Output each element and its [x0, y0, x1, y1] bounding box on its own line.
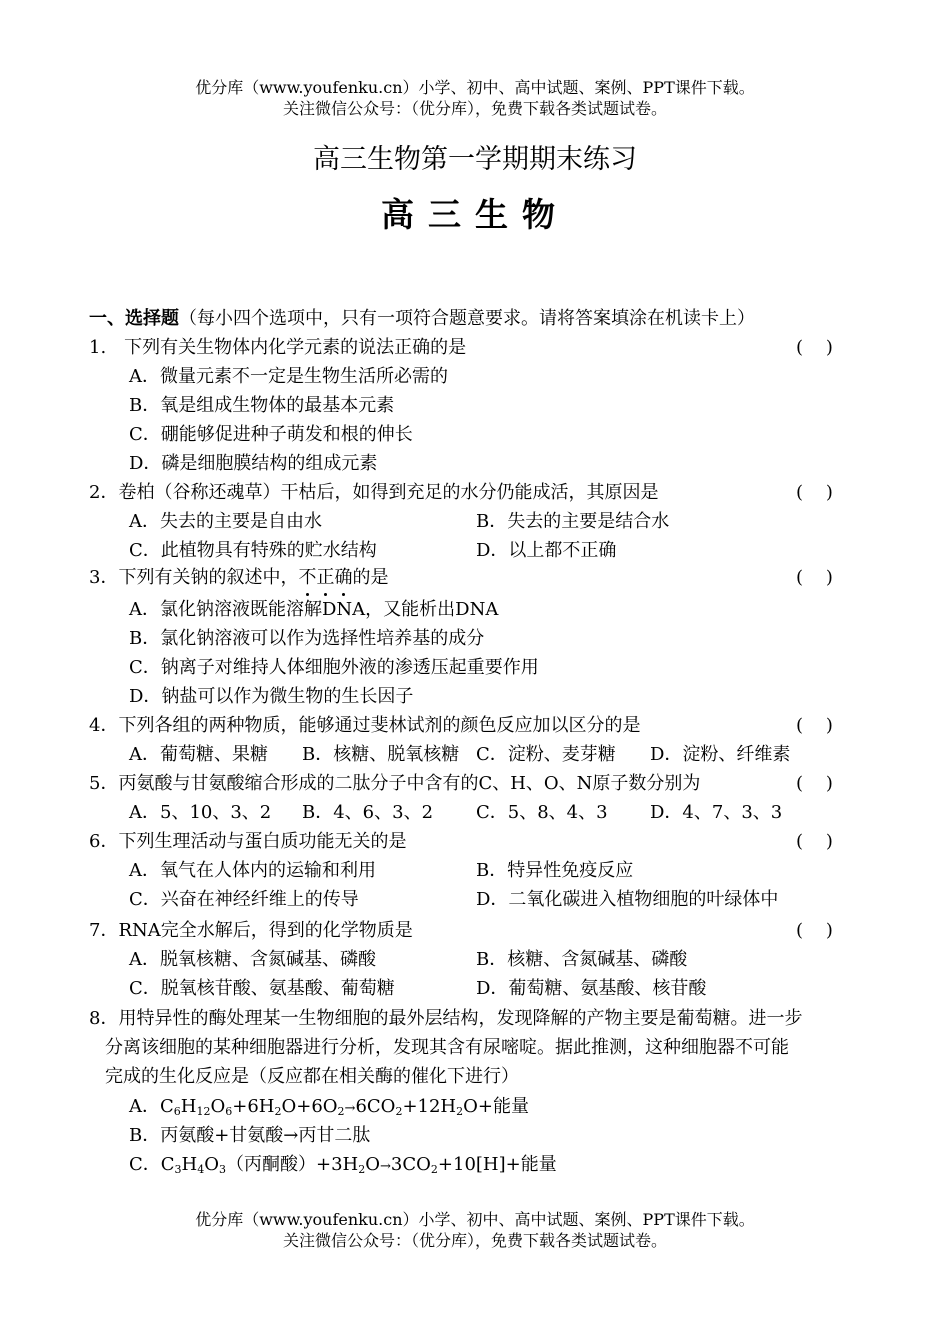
question-3-option-b: B．氯化钠溶液可以作为选择性培养基的成分	[129, 628, 485, 649]
question-8-stem-line-3: 完成的生化反应是（反应都在相关酶的催化下进行）	[105, 1066, 519, 1087]
question-3-option-a: A．氯化钠溶液既能溶解DNA，又能析出DNA	[129, 599, 499, 620]
question-4-stem: 4．下列各组的两种物质，能够通过斐林试剂的颜色反应加以区分的是	[89, 715, 641, 736]
question-6-option-d: D．二氧化碳进入植物细胞的叶绿体中	[476, 889, 779, 910]
question-6-option-b: B．特异性免疫反应	[476, 860, 634, 881]
question-7-answer-paren: ( )	[796, 920, 833, 941]
emphasis-char: 确	[334, 565, 352, 591]
question-5-option-c: C．5、8、4、3	[476, 802, 608, 823]
question-2-option-a: A．失去的主要是自由水	[129, 511, 322, 532]
question-8-option-a: A．$C_6H_{12}O_6+6H_2O+6O_2\to 6CO_2+12H_2O+$能量	[129, 1096, 529, 1118]
question-3-stem-emphasis	[298, 567, 352, 588]
question-5-option-a: A．5、10、3、2	[129, 802, 272, 823]
emphasis-char: 不	[298, 565, 316, 591]
question-6-option-c: C．兴奋在神经纤维上的传导	[129, 889, 359, 910]
question-3-stem	[89, 565, 388, 591]
question-7-option-a: A．脱氧核糖、含氮碱基、磷酸	[129, 949, 376, 970]
question-3-option-d: D．钠盐可以作为微生物的生长因子	[129, 686, 414, 707]
question-3-answer-paren: ( )	[796, 567, 833, 588]
question-7-option-c: C．脱氧核苷酸、氨基酸、葡萄糖	[129, 978, 395, 999]
question-1-option-d: D．磷是细胞膜结构的组成元素	[129, 453, 378, 474]
question-4-option-b: B．核糖、脱氧核糖	[302, 744, 460, 765]
section-heading	[89, 306, 755, 332]
question-1-option-a: A．微量元素不一定是生物生活所必需的	[129, 366, 448, 387]
question-5-answer-paren: ( )	[796, 773, 833, 794]
header-line-2: 关注微信公众号：（优分库），免费下载各类试题试卷。	[282, 99, 667, 118]
question-4-answer-paren: ( )	[796, 715, 833, 736]
question-4-option-a: A．葡萄糖、果糖	[129, 744, 268, 765]
question-2-option-d: D．以上都不正确	[476, 540, 617, 561]
document-title: 高三生物第一学期期末练习	[313, 144, 637, 175]
question-7-option-d: D．葡萄糖、氨基酸、核苷酸	[476, 978, 707, 999]
section-instruction: （每小四个选项中，只有一项符合题意要求。请将答案填涂在机读卡上）	[179, 308, 755, 329]
header-line-1: 优分库（www.youfenku.cn）小学、初中、高中试题、案例、PPT课件下载。	[195, 78, 755, 97]
question-7-option-b: B．核糖、含氮碱基、磷酸	[476, 949, 688, 970]
question-6-option-a: A．氧气在人体内的运输和利用	[129, 860, 376, 881]
question-8-option-b: B．丙氨酸+甘氨酸→丙甘二肽	[129, 1125, 371, 1146]
question-1-stem: 1. 下列有关生物体内化学元素的说法正确的是	[89, 337, 467, 358]
question-4-option-c: C．淀粉、麦芽糖	[476, 744, 616, 765]
question-8-stem-line-2: 分离该细胞的某种细胞器进行分析，发现其含有尿嘧啶。据此推测，这种细胞器不可能	[105, 1037, 789, 1058]
section-heading-label: 一、选择题	[89, 308, 179, 329]
question-5-option-b: B．4、6、3、2	[302, 802, 434, 823]
question-3-option-c: C．钠离子对维持人体细胞外液的渗透压起重要作用	[129, 657, 539, 678]
question-2-stem: 2．卷柏（谷称还魂草）干枯后，如得到充足的水分仍能成活，其原因是	[89, 482, 659, 503]
question-5-stem: 5．丙氨酸与甘氨酸缩合形成的二肽分子中含有的C、H、O、N原子数分别为	[89, 773, 701, 794]
footer-line-2: 关注微信公众号：（优分库），免费下载各类试题试卷。	[282, 1231, 667, 1250]
question-6-answer-paren: ( )	[796, 831, 833, 852]
question-7-stem: 7．RNA完全水解后，得到的化学物质是	[89, 920, 413, 941]
question-3-stem-pre: 3．下列有关钠的叙述中，	[89, 567, 299, 588]
question-2-answer-paren: ( )	[796, 482, 833, 503]
question-1-answer-paren: ( )	[796, 337, 833, 358]
question-2-option-b: B．失去的主要是结合水	[476, 511, 670, 532]
emphasis-text	[298, 567, 352, 588]
question-3-stem-post: 的是	[352, 567, 389, 588]
question-1-option-c: C．硼能够促进种子萌发和根的伸长	[129, 424, 413, 445]
question-5-option-d: D．4、7、3、3	[650, 802, 783, 823]
question-1-option-b: B．氧是组成生物体的最基本元素	[129, 395, 395, 416]
question-4-option-d: D．淀粉、纤维素	[650, 744, 791, 765]
question-8-option-c: C．$C_3H_4O_3$（丙酮酸）$+3H_2O\to 3CO_2+10[H]+$能量	[129, 1154, 557, 1176]
question-2-option-c: C．此植物具有特殊的贮水结构	[129, 540, 377, 561]
main-title: 高三生物	[381, 195, 569, 234]
question-8-stem-line-1: 8．用特异性的酶处理某一生物细胞的最外层结构，发现降解的产物主要是葡萄糖。进一步	[89, 1008, 803, 1029]
footer-line-1: 优分库（www.youfenku.cn）小学、初中、高中试题、案例、PPT课件下载。	[195, 1210, 755, 1229]
question-6-stem: 6．下列生理活动与蛋白质功能无关的是	[89, 831, 407, 852]
emphasis-char: 正	[316, 565, 334, 591]
